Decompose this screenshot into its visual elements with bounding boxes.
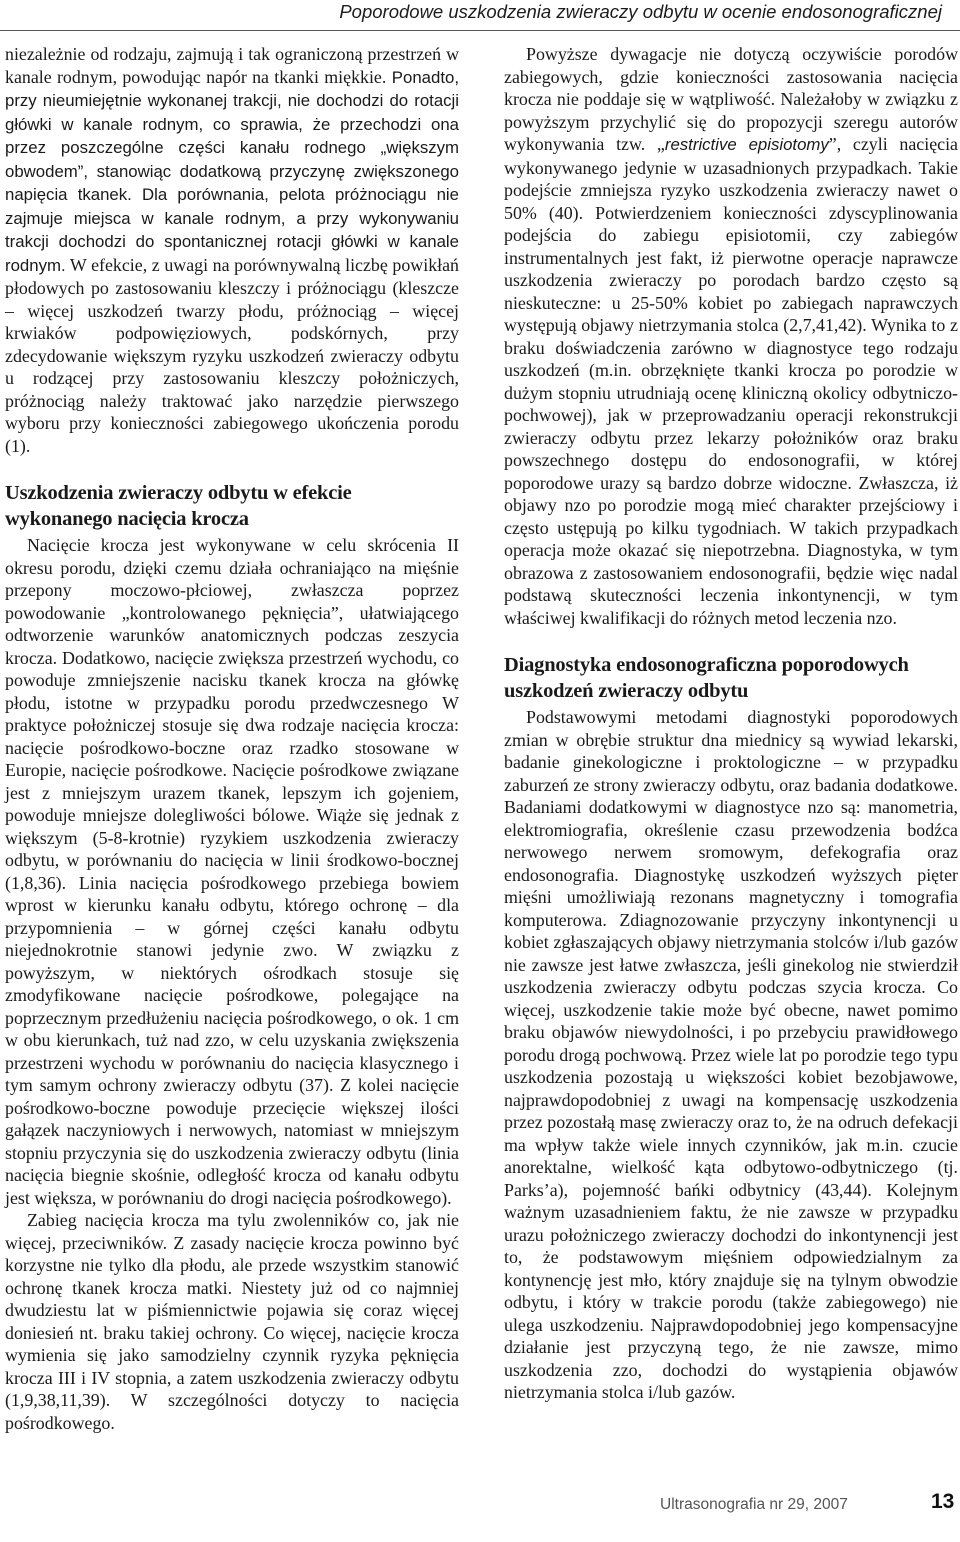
left-paragraph-1c: W efekcie, z uwagi na porównywalną liczbę powikłań płodowych po zastosowaniu kleszczy i próżnociągu (kleszcze – więcej uszkodzeń twarzy płodu, próżnociąg – więcej krwiaków podpowięziowych, podskórnych, przy zdecydowanie większym ryzyku uszkodzeń zwieraczy odbytu u rodzącej przy zastosowaniu kleszczy położniczych, próżnociąg należy traktować jako narzędzie pierwszego wyboru przy konieczności zabiegowego ukończenia porodu (1). <box>5 254 459 456</box>
right-paragraph-1-start: Powyższe dywagacje nie dotyczą oczywiście porodów zabiegowych, gdzie konieczności zastosowania nacięcia krocza nie poddaje się w wątpliwość. Należałoby w związku z powyższym przychylić się do propozycji szeregu autorów wykonywania tzw. „ <box>504 44 958 154</box>
left-section-heading: Uszkodzenia zwieraczy odbytu w efekcie wykonanego nacięcia krocza <box>5 482 352 530</box>
footer-page-number: 13 <box>931 1490 955 1513</box>
right-column <box>504 43 958 1404</box>
left-column <box>5 43 459 1434</box>
right-paragraph-1-italic-term: restrictive episiotomy <box>664 135 829 154</box>
left-paragraph-2: Nacięcie krocza jest wykonywane w celu skrócenia II okresu porodu, dzięki czemu działa ochraniająco na mięśnie przepony moczowo-płciowej, zwłaszcza poprzez powodowanie „kontrolowanego pęknięcia”, ułatwiającego odtworzenie warunków anatomicznych podczas zeszycia krocza. Dodatkowo, nacięcie zwiększa przestrzeń wychodu, co powoduje zmniejszenie nacisku tkanek krocza na główkę płodu, istotne w przypadku porodu przedwczesnego W praktyce położniczej stosuje się dwa rodzaje nacięcia krocza: nacięcie pośrodkowo-boczne oraz rzadko stosowane w Europie, nacięcie pośrodkowe. Nacięcie pośrodkowe związane jest z mniejszym urazem tkanek, lepszym ich gojeniem, powoduje mniejsze dolegliwości bólowe. Wiąże się jednak z większym (5-8-krotnie) ryzykiem uszkodzenia zwieraczy odbytu, w porównaniu do nacięcia w linii środkowo-bocznej (1,8,36). Linia nacięcia pośrodkowego przebiega bowiem wprost w kierunku kanału odbytu, którego ochronę – dla przypomnienia – w górnej części kanału odbytu niejednokrotnie stanowi jedynie zwo. W związku z powyższym, w niektórych ośrodkach stosuje się zmodyfikowane nacięcie pośrodkowe, polegające na poprzecznym przedłużeniu nacięcia pośrodkowego, o ok. 1 cm w obu kierunkach, tuż nad zzo, w celu uzyskania zwiększenia przestrzeni wychodu w porównaniu do nacięcia klasycznego i tym samym ochrony zwieraczy odbytu (37). Z kolei nacięcie pośrodkowo-boczne powoduje przecięcie większej ilości gałązek naczyniowych i nerwowych, natomiast w mniejszym stopniu przyczynia się do uszkodzenia zwieraczy odbytu (linia nacięcia biegnie skośnie, odległość krocza od kanału odbytu jest większa, w porównaniu do drogi nacięcia pośrodkowego). <box>5 535 459 1208</box>
left-paragraph-1a: niezależnie od rodzaju, zajmują i tak ograniczoną przestrzeń w kanale rodnym, powodując napór na tkanki miękkie. <box>5 44 459 87</box>
footer-journal-citation: Ultrasonografia nr 29, 2007 <box>660 1496 848 1513</box>
right-paragraph-1 <box>504 43 958 629</box>
left-paragraph-1b: Ponadto, przy nieumiejętnie wykonanej trakcji, nie dochodzi do rotacji główki w kanale rodnym, co sprawia, że przechodzi ona przez poszczególne części kanału rodnego „większym obwodem”, stanowiąc dodatkową przyczynę zwiększonego napięcia tkanek. Dla porównania, pelota próżnociągu nie zajmuje miejsca w kanale rodnym, a przy wykonywaniu trakcji dochodzi do spontanicznej rotacji główki w kanale rodnym. <box>5 67 459 275</box>
right-paragraph-2: Podstawowymi metodami diagnostyki poporodowych zmian w obrębie struktur dna miednicy są wywiad lekarski, badanie ginekologiczne i proktologiczne – w przypadku zaburzeń ze strony zwieraczy odbytu, oraz badania dodatkowe. Badaniami dodatkowymi w diagnostyce nzo są: manometria, elektromiografia, określenie czasu przewodzenia bodźca nerwowego nerwem sromowym, defekografia oraz endosonografia. Diagnostykę uszkodzeń wyższych pięter mięśni umożliwiają rezonans magnetyczny i tomografia komputerowa. Zdiagnozowanie przyczyny inkontynencji u kobiet zgłaszających objawy nietrzymania stolców i/lub gazów nie zawsze jest łatwe zwłaszcza, jeśli ginekolog nie stwierdził uszkodzenia zwieraczy odbytu podczas szycia krocza. Co więcej, uszkodzenie takie może być obecne, nawet pomimo braku objawów niewydolności, i po przebyciu prawidłowego porodu drogą pochwową. Przez wiele lat po porodzie tego typu uszkodzenia pozostają u większości kobiet bezobjawowe, najprawdopodobniej z uwagi na kompensację uszkodzenia przez pozostałą masę zwieraczy oraz to, że na odruch defekacji ma wpływ także wiele innych czynników, jak m.in. czucie anorektalne, wielkość kąta odbytowo-odbytniczego (tj. Parks’a), pojemność bańki odbytnicy (43,44). Kolejnym ważnym uzasadnieniem faktu, że nie zawsze w przypadku urazu położniczego zwieraczy dochodzi do inkontynencji jest to, że podstawowym mięśniem odpowiedzialnym za kontynencję jest mło, który znajduje się na tylnym obwodzie odbytu, i który w trakcie porodu (także zabiegowego) nie ulega uszkodzeniu. Najprawdopodobniej jego kompensacyjne działanie jest przyczyną tego, że nie zawsze, mimo uszkodzenia zzo, dochodzi do wystąpienia objawów nietrzymania stolca i/lub gazów. <box>504 707 958 1402</box>
left-paragraph-3: Zabieg nacięcia krocza ma tylu zwolenników co, jak nie więcej, przeciwników. Z zasady nacięcie krocza powinno być korzystne nie tylko dla płodu, ale przede wszystkim stanowić ochronę tkanek krocza matki. Niestety już od co najmniej dwudziestu lat w piśmiennictwie pojawia się coraz więcej doniesień nt. braku takiej ochrony. Co więcej, nacięcie krocza wymienia się jako samodzielny czynnik ryzyka pęknięcia krocza III i IV stopnia, a zatem uszkodzenia zwieraczy odbytu (1,9,38,11,39). W szczególności dotyczy to nacięcia pośrodkowego. <box>5 1210 459 1433</box>
left-paragraph-1 <box>5 43 459 457</box>
running-header-title: Poporodowe uszkodzenia zwieraczy odbytu w ocenie endosonograficznej <box>339 1 942 22</box>
running-header <box>0 0 960 31</box>
right-paragraph-1-end: ”, czyli nacięcia wykonywanego jedynie w uzasadnionych przypadkach. Takie podejście zmniejsza ryzyko uszkodzenia zwieraczy nawet o 50% (40). Potwierdzeniem konieczności zdyscyplinowania podejścia do zabiegu episiotomii, czy zabiegów instrumentalnych jest fakt, iż pierwotne operacje naprawcze uszkodzenia zwieraczy po porodach bardzo często są nieskuteczne: u 25-50% kobiet po zabiegach naprawczych występują objawy nietrzymania stolca (2,7,41,42). Wynika to z braku doświadczenia zarówno w diagnostyce tego rodzaju uszkodzeń (m.in. obrzęknięte tkanki krocza po porodzie w dużym stopniu utrudniają ocenę kliniczną okolicy odbytniczo-pochwowej), jak w przeprowadzaniu operacji rekonstrukcji zwieraczy odbytu przez lekarzy położników oraz braku powszechnego dostępu do endosonografii, w której poporodowe urazy są bardzo dobrze widoczne. Zwłaszcza, iż objawy nzo po porodzie mogą mieć charakter przejściowy i często ustępują po kilku tygodniach. W takich przypadkach operacja może okazać się niepotrzebna. Diagnostyka, w tym obrazowa z zastosowaniem endosonografii, będzie więc nadal podstawą skuteczności leczenia inkontynencji, w tym właściwej kwalifikacji do różnych metod leczenia nzo. <box>504 134 958 628</box>
right-section-heading: Diagnostyka endosonograficzna poporodowych uszkodzeń zwieraczy odbytu <box>504 654 909 702</box>
